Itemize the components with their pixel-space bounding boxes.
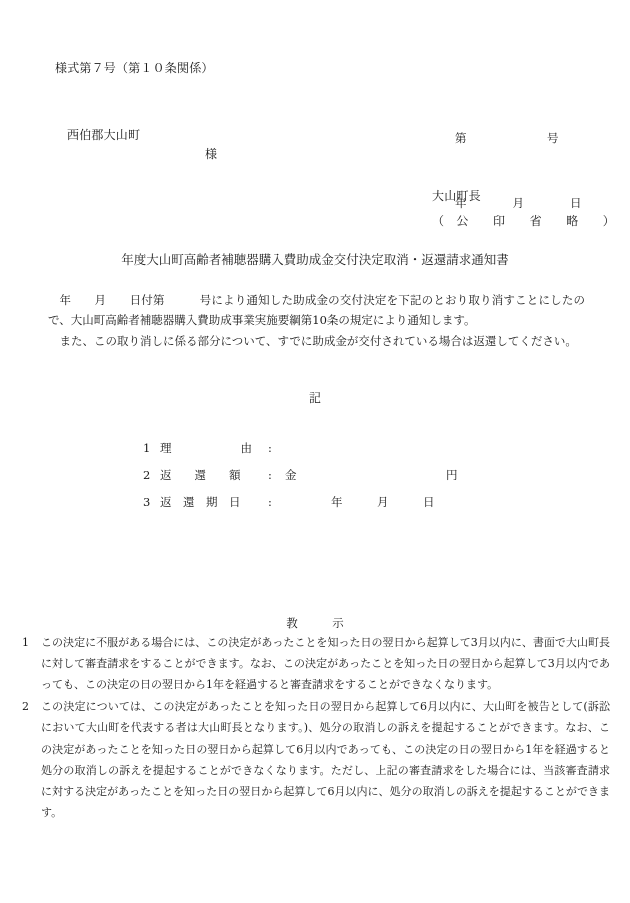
body-paragraph-2: また、この取り消しに係る部分について、すでに助成金が交付されている場合は返還してください。	[59, 333, 577, 348]
list-item	[143, 467, 458, 494]
item-label: 返 還 期 日	[160, 495, 241, 509]
issuer-name: 大山町長	[432, 189, 481, 203]
notice-item	[22, 696, 610, 823]
item-colon: :	[268, 495, 272, 509]
item-number: 2	[143, 468, 151, 482]
notice-item	[22, 632, 610, 695]
notice-item-number: 1	[22, 636, 29, 649]
item-value: 金 円	[285, 468, 458, 482]
document-date-line: 年 月 日	[455, 196, 582, 211]
notice-item-text: この決定については、この決定があったことを知った日の翌日から起算して6月以内に、大山町を被告として(訴訟において大山町を代表する者は大山町長となります。)、処分の取消しの訴えを提起することができます。なお、この決定があったことを知った日の翌日から起算して6月以内であっても、この決定の日の翌日から1年を経過すると処分の取消しの訴えを提起することができなくなります。ただし、上記の審査請求をした場合には、当該審査請求に対する決定があったことを知った日の翌日から起算して6月以内に、処分の取消しの訴えを提起することができます。	[41, 700, 610, 819]
notice-list	[22, 632, 610, 824]
notice-item-number: 2	[22, 700, 29, 714]
item-number: 3	[143, 495, 151, 509]
item-label: 理 由	[160, 441, 252, 455]
item-colon: :	[268, 441, 272, 455]
item-value: 年 月 日	[285, 495, 435, 509]
body-text	[48, 290, 585, 351]
addressee-honorific: 様	[205, 147, 218, 161]
list-item	[143, 440, 458, 467]
body-paragraph-1: 年 月 日付第 号により通知した助成金の交付決定を下記のとおり取り消すことにしたので、大山町高齢者補聴器購入費助成事業実施要綱第10条の規定により通知します。	[48, 293, 585, 328]
item-label: 返 還 額	[160, 468, 241, 482]
issuer-seal-note: （ 公 印 省 略 ）	[432, 214, 616, 228]
item-number: 1	[143, 441, 151, 455]
list-item	[143, 494, 458, 521]
items-list	[143, 440, 458, 521]
addressee-name: 西伯郡大山町	[67, 128, 141, 142]
notice-item-text: この決定に不服がある場合には、この決定があったことを知った日の翌日から起算して3月以内に、書面で大山町長に対して審査請求をすることができます。なお、この決定があったことを知った日の翌日から起算して3月以内であっても、この決定の日の翌日から1年を経過すると審査請求をすることができなくなります。	[41, 636, 610, 692]
page-title: 年度大山町高齢者補聴器購入費助成金交付決定取消・返還請求通知書	[121, 252, 509, 267]
document-number-line: 第 号	[455, 130, 559, 145]
document-meta-block	[455, 84, 600, 259]
item-colon: :	[268, 468, 272, 482]
kiroku-marker: 記	[308, 391, 321, 405]
form-number: 様式第７号（第１０条関係）	[55, 61, 214, 75]
notice-heading: 教 示	[286, 616, 344, 630]
